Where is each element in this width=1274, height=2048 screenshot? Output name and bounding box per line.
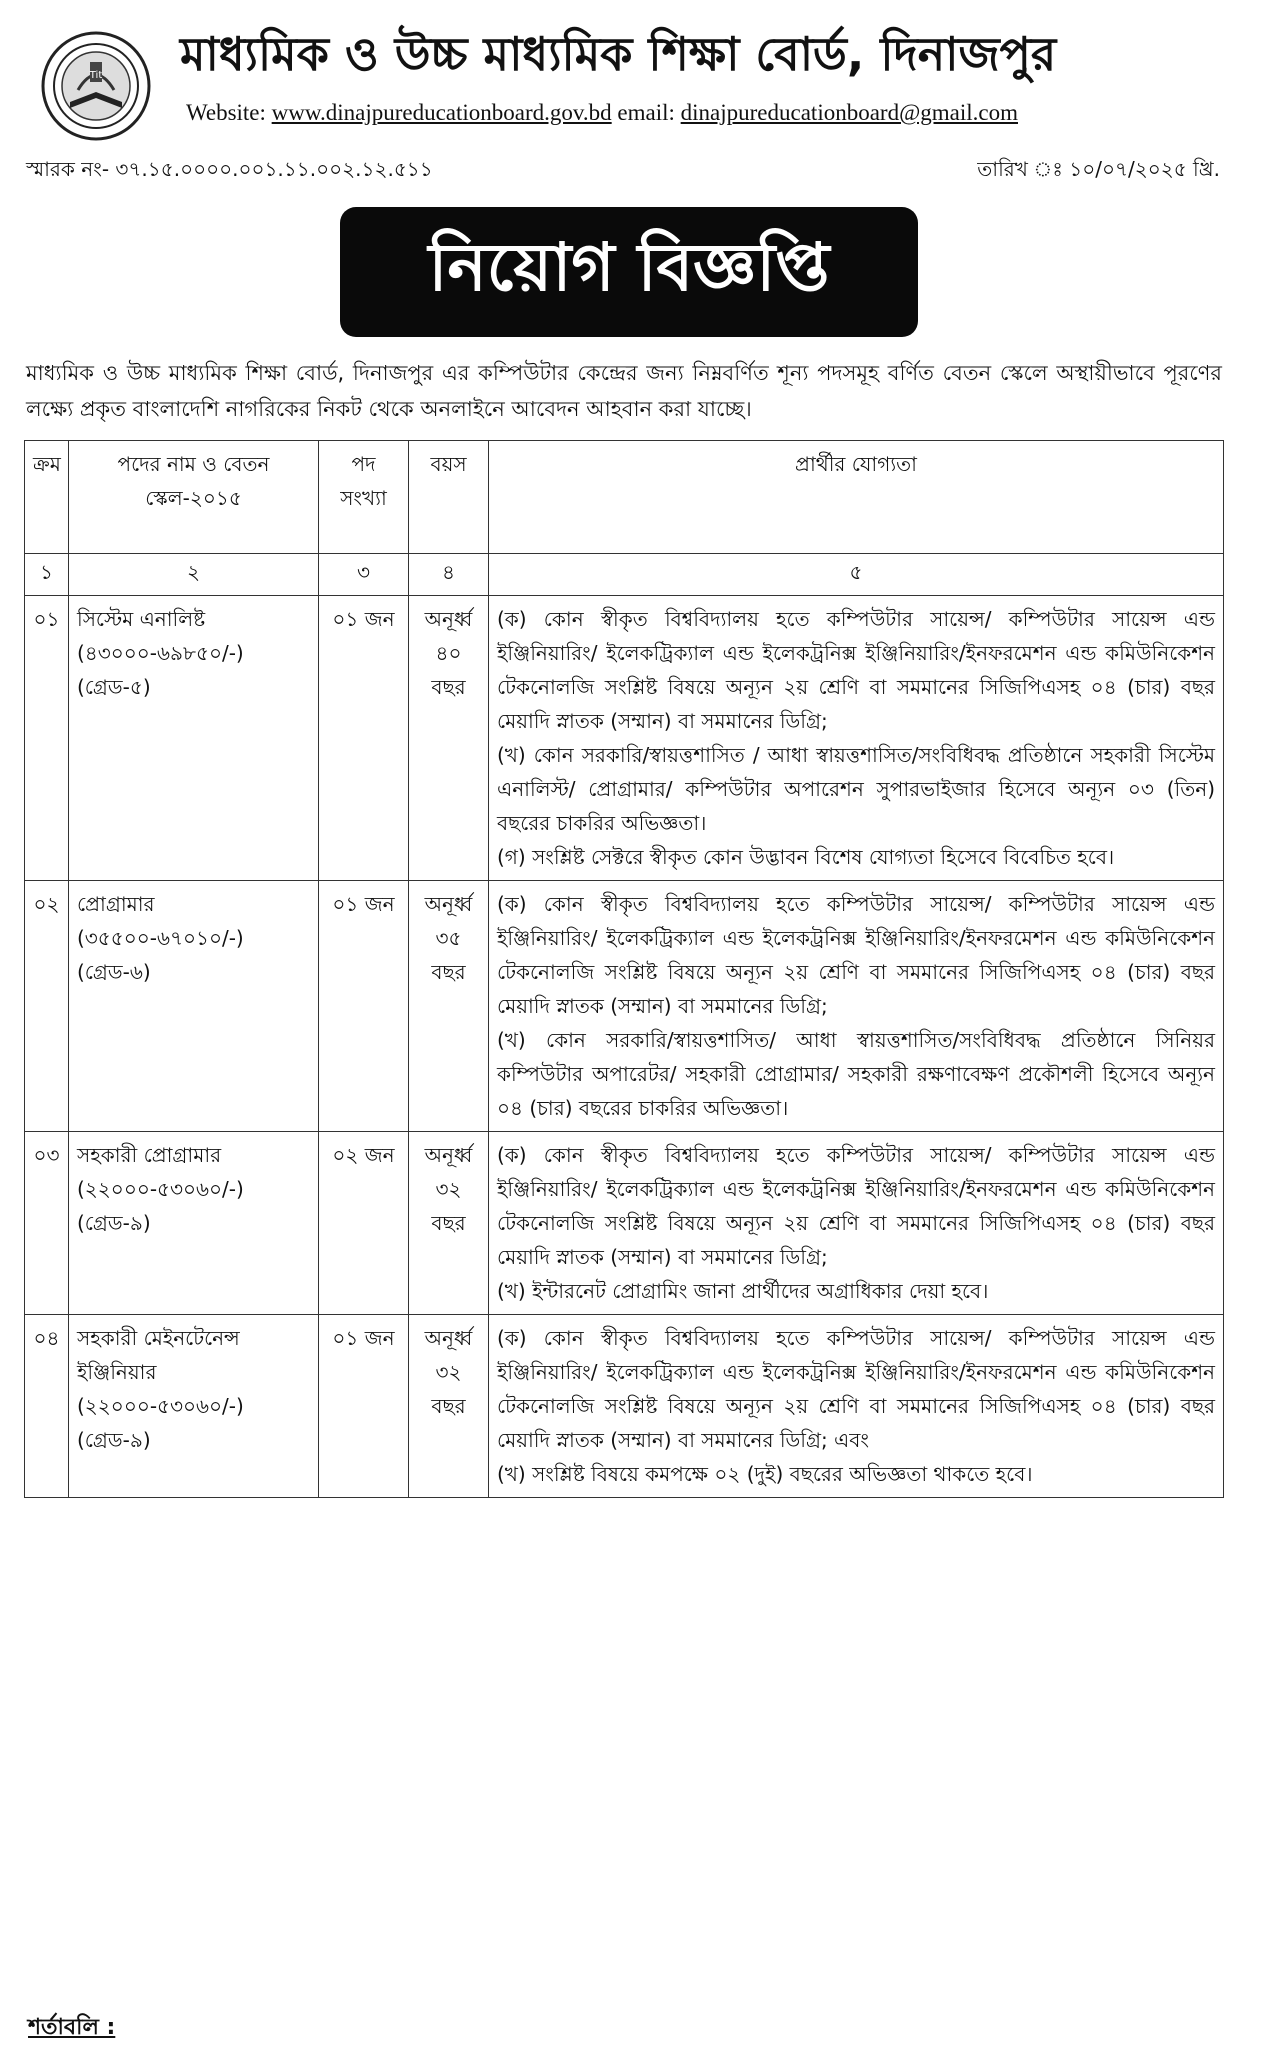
header-age: বয়স — [409, 441, 489, 554]
pay-grade: (গ্রেড-৯) — [77, 1211, 151, 1235]
intro-paragraph: মাধ্যমিক ও উচ্চ মাধ্যমিক শিক্ষা বোর্ড, দিনাজপুর এর কম্পিউটার কেন্দ্রের জন্য নিম্নবর্ণিত শূন্য পদসমূহ বর্ণিত বেতন স্কেলে অস্থায়ীভাবে পূরণের লক্ষ্যে প্রকৃত বাংলাদেশি নাগরিকের নিকট থেকে অনলাইনে আবেদন আহবান করা যাচ্ছে। — [26, 361, 1222, 421]
svg-text:Tit: Tit — [89, 70, 103, 81]
row-serial: ০২ — [25, 881, 69, 1132]
pay-grade: (গ্রেড-৯) — [77, 1428, 151, 1452]
row-serial: ০১ — [25, 596, 69, 881]
pay-scale: (২২০০০-৫৩০৬০/-) — [77, 1177, 244, 1201]
row-serial: ০৩ — [25, 1132, 69, 1315]
table-row — [25, 596, 1224, 881]
post-cell — [69, 596, 319, 881]
pay-grade: (গ্রেড-৫) — [77, 675, 151, 699]
memo-number: স্মারক নং- ৩৭.১৫.০০০০.০০১.১১.০০২.১২.৫১১ — [26, 157, 433, 181]
post-count: ০১ জন — [319, 881, 409, 1132]
age-limit: অনূর্ধ্ব ৩২ বছর — [409, 1132, 489, 1315]
qualification-item: (ক) কোন স্বীকৃত বিশ্ববিদ্যালয় হতে কম্পিউটার সায়েন্স/ কম্পিউটার সায়েন্স এন্ড ইঞ্জিনিয়ারিং/ ইলেকট্রিক্যাল এন্ড ইলেকট্রনিক্স ইঞ্জিনিয়ারিং/ইনফরমেশন এন্ড কমিউনিকেশন টেকনোলজি সংশ্লিষ্ট বিষয়ে অন্যূন ২য় শ্রেণি বা সমমানের সিজিপিএসহ ০৪ (চার) বছর মেয়াদি স্নাতক (সম্মান) বা সমমানের ডিগ্রি; এবং — [497, 1326, 1215, 1452]
header-qualification: প্রার্থীর যোগ্যতা — [489, 441, 1224, 554]
banner-title: নিয়োগ বিজ্ঞপ্তি — [428, 229, 830, 306]
header-post-count: পদ সংখ্যা — [319, 441, 409, 554]
email-link[interactable]: dinajpureducationboard@gmail.com — [680, 100, 1018, 125]
qualification-cell — [489, 881, 1224, 1132]
website-label: Website: — [186, 100, 266, 125]
column-number: ৪ — [409, 554, 489, 596]
table-row — [25, 881, 1224, 1132]
age-limit: অনূর্ধ্ব ৪০ বছর — [409, 596, 489, 881]
qualification-item: (খ) ইন্টারনেট প্রোগ্রামিং জানা প্রার্থীদের অগ্রাধিকার দেয়া হবে। — [497, 1279, 989, 1303]
qualification-item: (খ) কোন সরকারি/স্বায়ত্তশাসিত/ আধা স্বায়ত্তশাসিত/সংবিধিবদ্ধ প্রতিষ্ঠানে সিনিয়র কম্পিউটার অপারেটর/ সহকারী প্রোগ্রামার/ সহকারী রক্ষণাবেক্ষণ প্রকৌশলী হিসেবে অন্যূন ০৪ (চার) বছরের চাকরির অভিজ্ঞতা। — [497, 1028, 1215, 1120]
pay-scale: (৩৫৫০০-৬৭০১০/-) — [77, 926, 244, 950]
post-name: সহকারী মেইনটেনেন্স ইঞ্জিনিয়ার — [77, 1326, 240, 1384]
post-count: ০২ জন — [319, 1132, 409, 1315]
pay-scale: (২২০০০-৫৩০৬০/-) — [77, 1394, 244, 1418]
email-label: email: — [617, 100, 675, 125]
post-count: ০১ জন — [319, 596, 409, 881]
vacancy-table — [24, 440, 1224, 1498]
contact-line — [186, 100, 1246, 126]
pay-grade: (গ্রেড-৬) — [77, 960, 151, 984]
qualification-item: (গ) সংশ্লিষ্ট সেক্টরে স্বীকৃত কোন উদ্ভাবন বিশেষ যোগ্যতা হিসেবে বিবেচিত হবে। — [497, 845, 1115, 869]
column-number: ১ — [25, 554, 69, 596]
page-title: মাধ্যমিক ও উচ্চ মাধ্যমিক শিক্ষা বোর্ড, দিনাজপুর — [180, 27, 1057, 81]
table-row — [25, 1132, 1224, 1315]
post-name: সহকারী প্রোগ্রামার — [77, 1143, 222, 1167]
table-row — [25, 1315, 1224, 1498]
age-limit: অনূর্ধ্ব ৩৫ বছর — [409, 881, 489, 1132]
qualification-item: (ক) কোন স্বীকৃত বিশ্ববিদ্যালয় হতে কম্পিউটার সায়েন্স/ কম্পিউটার সায়েন্স এন্ড ইঞ্জিনিয়ারিং/ ইলেকট্রিক্যাল এন্ড ইলেকট্রনিক্স ইঞ্জিনিয়ারিং/ইনফরমেশন এন্ড কমিউনিকেশন টেকনোলজি সংশ্লিষ্ট বিষয়ে অন্যূন ২য় শ্রেণি বা সমমানের সিজিপিএসহ ০৪ (চার) বছর মেয়াদি স্নাতক (সম্মান) বা সমমানের ডিগ্রি; — [497, 1143, 1215, 1269]
terms-heading: শর্তাবলি : — [28, 2015, 116, 2040]
post-cell — [69, 1315, 319, 1498]
table-header-row — [25, 441, 1224, 554]
qualification-cell — [489, 596, 1224, 881]
post-cell — [69, 1132, 319, 1315]
qualification-cell — [489, 1132, 1224, 1315]
age-limit: অনূর্ধ্ব ৩২ বছর — [409, 1315, 489, 1498]
column-number: ৫ — [489, 554, 1224, 596]
column-number: ৩ — [319, 554, 409, 596]
website-link[interactable]: www.dinajpureducationboard.gov.bd — [271, 100, 612, 125]
qualification-item: (খ) সংশ্লিষ্ট বিষয়ে কমপক্ষে ০২ (দুই) বছরের অভিজ্ঞতা থাকতে হবে। — [497, 1462, 1033, 1486]
notice-banner — [340, 207, 918, 337]
post-name: প্রোগ্রামার — [77, 892, 155, 916]
column-number: ২ — [69, 554, 319, 596]
notice-date: তারিখ ঃ ১০/০৭/২০২৫ খ্রি. — [977, 157, 1220, 181]
post-cell — [69, 881, 319, 1132]
row-serial: ০৪ — [25, 1315, 69, 1498]
board-logo-icon — [40, 30, 152, 142]
qualification-item: (ক) কোন স্বীকৃত বিশ্ববিদ্যালয় হতে কম্পিউটার সায়েন্স/ কম্পিউটার সায়েন্স এন্ড ইঞ্জিনিয়ারিং/ ইলেকট্রিক্যাল এন্ড ইলেকট্রনিক্স ইঞ্জিনিয়ারিং/ইনফরমেশন এন্ড কমিউনিকেশন টেকনোলজি সংশ্লিষ্ট বিষয়ে অন্যূন ২য় শ্রেণি বা সমমানের সিজিপিএসহ ০৪ (চার) বছর মেয়াদি স্নাতক (সম্মান) বা সমমানের ডিগ্রি; — [497, 892, 1215, 1018]
header-serial: ক্রম — [25, 441, 69, 554]
header-post-name: পদের নাম ও বেতন স্কেল-২০১৫ — [69, 441, 319, 554]
post-count: ০১ জন — [319, 1315, 409, 1498]
qualification-item: (খ) কোন সরকারি/স্বায়ত্তশাসিত / আধা স্বায়ত্তশাসিত/সংবিধিবদ্ধ প্রতিষ্ঠানে সহকারী সিস্টেম এনালিস্ট/ প্রোগ্রামার/ কম্পিউটার অপারেশন সুপারভাইজার হিসেবে অন্যূন ০৩ (তিন) বছরের চাকরির অভিজ্ঞতা। — [497, 743, 1215, 835]
qualification-item: (ক) কোন স্বীকৃত বিশ্ববিদ্যালয় হতে কম্পিউটার সায়েন্স/ কম্পিউটার সায়েন্স এন্ড ইঞ্জিনিয়ারিং/ ইলেকট্রিক্যাল এন্ড ইলেকট্রনিক্স ইঞ্জিনিয়ারিং/ইনফরমেশন এন্ড কমিউনিকেশন টেকনোলজি সংশ্লিষ্ট বিষয়ে অন্যূন ২য় শ্রেণি বা সমমানের সিজিপিএসহ ০৪ (চার) বছর মেয়াদি স্নাতক (সম্মান) বা সমমানের ডিগ্রি; — [497, 607, 1215, 733]
pay-scale: (৪৩০০০-৬৯৮৫০/-) — [77, 641, 244, 665]
qualification-cell — [489, 1315, 1224, 1498]
post-name: সিস্টেম এনালিষ্ট — [77, 607, 206, 631]
column-number-row — [25, 554, 1224, 596]
